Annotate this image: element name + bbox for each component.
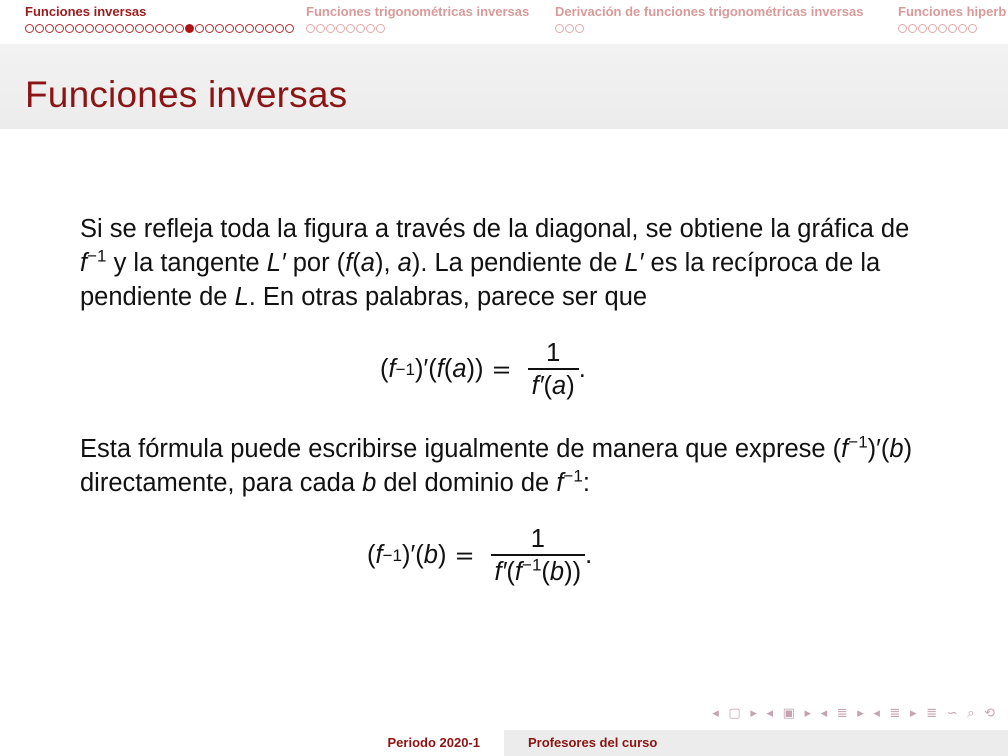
nav-dot[interactable]	[95, 24, 104, 33]
nav-dot[interactable]	[85, 24, 94, 33]
paragraph-2: Esta fórmula puede escribirse igualmente de manera que exprese $(f^{-1})'(b)$ directamente, para cada b del dominio de $f^{-1}$:	[80, 432, 913, 497]
nav-dot[interactable]	[115, 24, 124, 33]
nav-dot-current[interactable]	[185, 24, 194, 33]
nav-dot[interactable]	[265, 24, 274, 33]
nav-dot[interactable]	[555, 24, 564, 33]
nav-dots[interactable]	[306, 24, 529, 33]
nav-dot[interactable]	[898, 24, 907, 33]
slide-content	[80, 212, 940, 314]
slide-content-2	[80, 432, 940, 500]
frame-title-bar	[0, 44, 1008, 129]
nav-section-funciones-inversas[interactable]	[25, 4, 295, 33]
nav-dot[interactable]	[125, 24, 134, 33]
nav-dot[interactable]	[908, 24, 917, 33]
nav-dot[interactable]	[165, 24, 174, 33]
beamer-navigation-icons[interactable]: ◂ ▢ ▸ ◂ ▣ ▸ ◂ ≣ ▸ ◂ ≣ ▸ ≣ ∽ ⌕ ⟲	[712, 705, 998, 720]
nav-dot[interactable]	[65, 24, 74, 33]
nav-dot[interactable]	[958, 24, 967, 33]
nav-dot[interactable]	[45, 24, 54, 33]
nav-dot[interactable]	[145, 24, 154, 33]
nav-dot[interactable]	[575, 24, 584, 33]
nav-dot[interactable]	[175, 24, 184, 33]
nav-dot[interactable]	[75, 24, 84, 33]
nav-section-title[interactable]: Derivación de funciones trigonométricas inversas	[555, 4, 864, 19]
nav-dots[interactable]	[25, 24, 295, 33]
fraction-1: $\frac{1}{f'(a)}$	[528, 338, 579, 402]
nav-dot[interactable]	[346, 24, 355, 33]
nav-dot[interactable]	[938, 24, 947, 33]
section-navigation	[0, 0, 1008, 44]
footer-left	[0, 730, 504, 756]
footer-right	[504, 730, 1008, 756]
nav-dot[interactable]	[376, 24, 385, 33]
nav-section-title[interactable]: Funciones hiperb	[898, 4, 1007, 19]
nav-dot[interactable]	[195, 24, 204, 33]
nav-dot[interactable]	[285, 24, 294, 33]
nav-dot[interactable]	[316, 24, 325, 33]
nav-dot[interactable]	[135, 24, 144, 33]
nav-dot[interactable]	[55, 24, 64, 33]
nav-dot[interactable]	[326, 24, 335, 33]
nav-dots[interactable]	[898, 24, 1006, 33]
nav-dot[interactable]	[928, 24, 937, 33]
paragraph-1: Si se refleja toda la figura a través de la diagonal, se obtiene la gráfica de $f^{-1}$ y la tangente L′ por (f(a), a). La pendiente de L′ es la recíproca de la pendiente de L. En otras palabras, parece ser que	[80, 215, 910, 311]
nav-dot[interactable]	[245, 24, 254, 33]
nav-dot[interactable]	[215, 24, 224, 33]
nav-dot[interactable]	[35, 24, 44, 33]
nav-dot[interactable]	[105, 24, 114, 33]
nav-dot[interactable]	[565, 24, 574, 33]
nav-dot[interactable]	[235, 24, 244, 33]
nav-section-title[interactable]: Funciones inversas	[25, 4, 147, 19]
nav-dot[interactable]	[366, 24, 375, 33]
nav-dot[interactable]	[25, 24, 34, 33]
nav-dot[interactable]	[306, 24, 315, 33]
nav-dot[interactable]	[255, 24, 264, 33]
nav-dot[interactable]	[968, 24, 977, 33]
frame-title: Funciones inversas	[25, 74, 348, 115]
equation-2: ( f −1 )′( b ) = $\frac{1}{f'(f^{-1}(b))}$ .	[367, 525, 593, 586]
nav-section-hiperbolicas[interactable]	[898, 4, 1006, 33]
nav-dot[interactable]	[155, 24, 164, 33]
nav-dots[interactable]	[555, 24, 864, 33]
fraction-2: $\frac{1}{f'(f^{-1}(b))}$	[491, 524, 586, 588]
nav-section-derivacion-trigonometricas[interactable]	[555, 4, 864, 33]
nav-dot[interactable]	[205, 24, 214, 33]
nav-dot[interactable]	[336, 24, 345, 33]
nav-section-title[interactable]: Funciones trigonométricas inversas	[306, 4, 530, 19]
nav-dot[interactable]	[918, 24, 927, 33]
footer-period: Periodo 2020-1	[387, 735, 480, 750]
nav-dot[interactable]	[275, 24, 284, 33]
nav-dot[interactable]	[225, 24, 234, 33]
footer	[0, 730, 1008, 756]
equation-1: ( f −1 )′( f ( a )) = $\frac{1}{f'(a)}$ .	[380, 339, 586, 400]
nav-dot[interactable]	[948, 24, 957, 33]
nav-section-trigonometricas-inversas[interactable]	[306, 4, 529, 33]
footer-authors: Profesores del curso	[528, 735, 658, 750]
nav-dot[interactable]	[356, 24, 365, 33]
